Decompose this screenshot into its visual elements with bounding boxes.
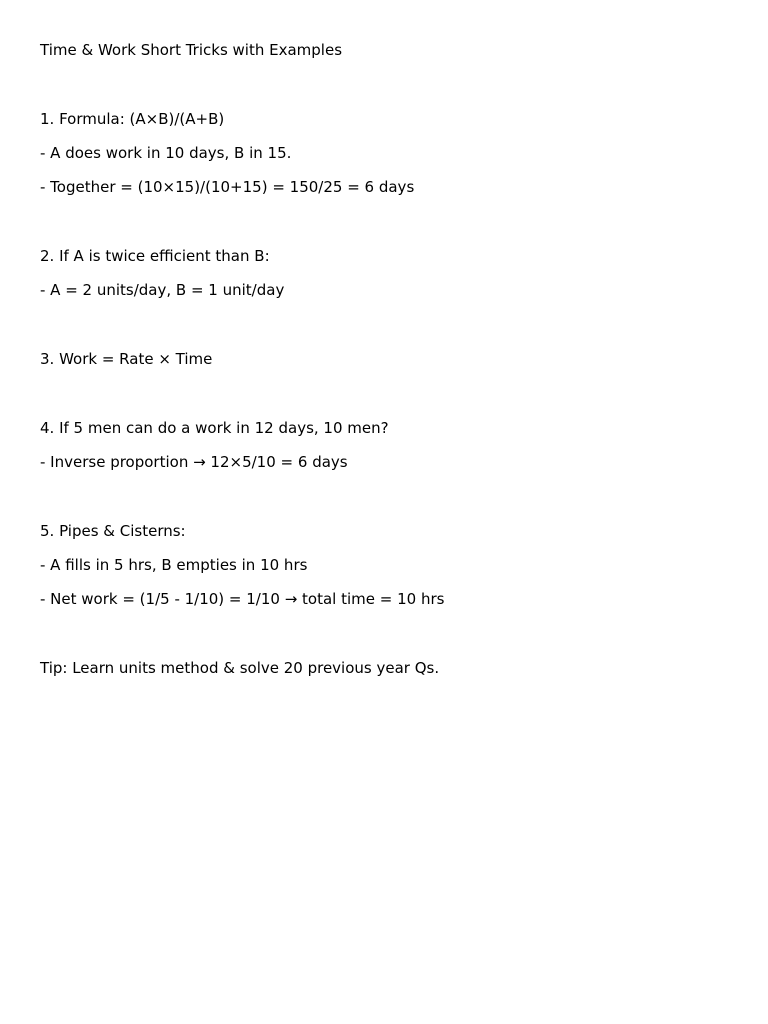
document-page [40,40,740,678]
tip-text: Tip: Learn units method & solve 20 previous year Qs. [40,659,440,677]
document-title: Time & Work Short Tricks with Examples [40,41,343,59]
section-5-line-1: - A fills in 5 hrs, B empties in 10 hrs [40,556,308,574]
section-2-heading: 2. If A is twice efficient than B: [40,247,270,265]
section-5-line-2: - Net work = (1/5 - 1/10) = 1/10 → total time = 10 hrs [40,590,445,608]
section-2-line-1: - A = 2 units/day, B = 1 unit/day [40,281,285,299]
section-5-heading: 5. Pipes & Cisterns: [40,522,186,540]
section-4-line-1: - Inverse proportion → 12×5/10 = 6 days [40,453,348,471]
section-4-heading: 4. If 5 men can do a work in 12 days, 10 men? [40,419,389,437]
section-1-line-1: - A does work in 10 days, B in 15. [40,144,292,162]
section-3-heading: 3. Work = Rate × Time [40,350,213,368]
section-1-heading: 1. Formula: (A×B)/(A+B) [40,110,225,128]
section-1-line-2: - Together = (10×15)/(10+15) = 150/25 = 6 days [40,178,415,196]
